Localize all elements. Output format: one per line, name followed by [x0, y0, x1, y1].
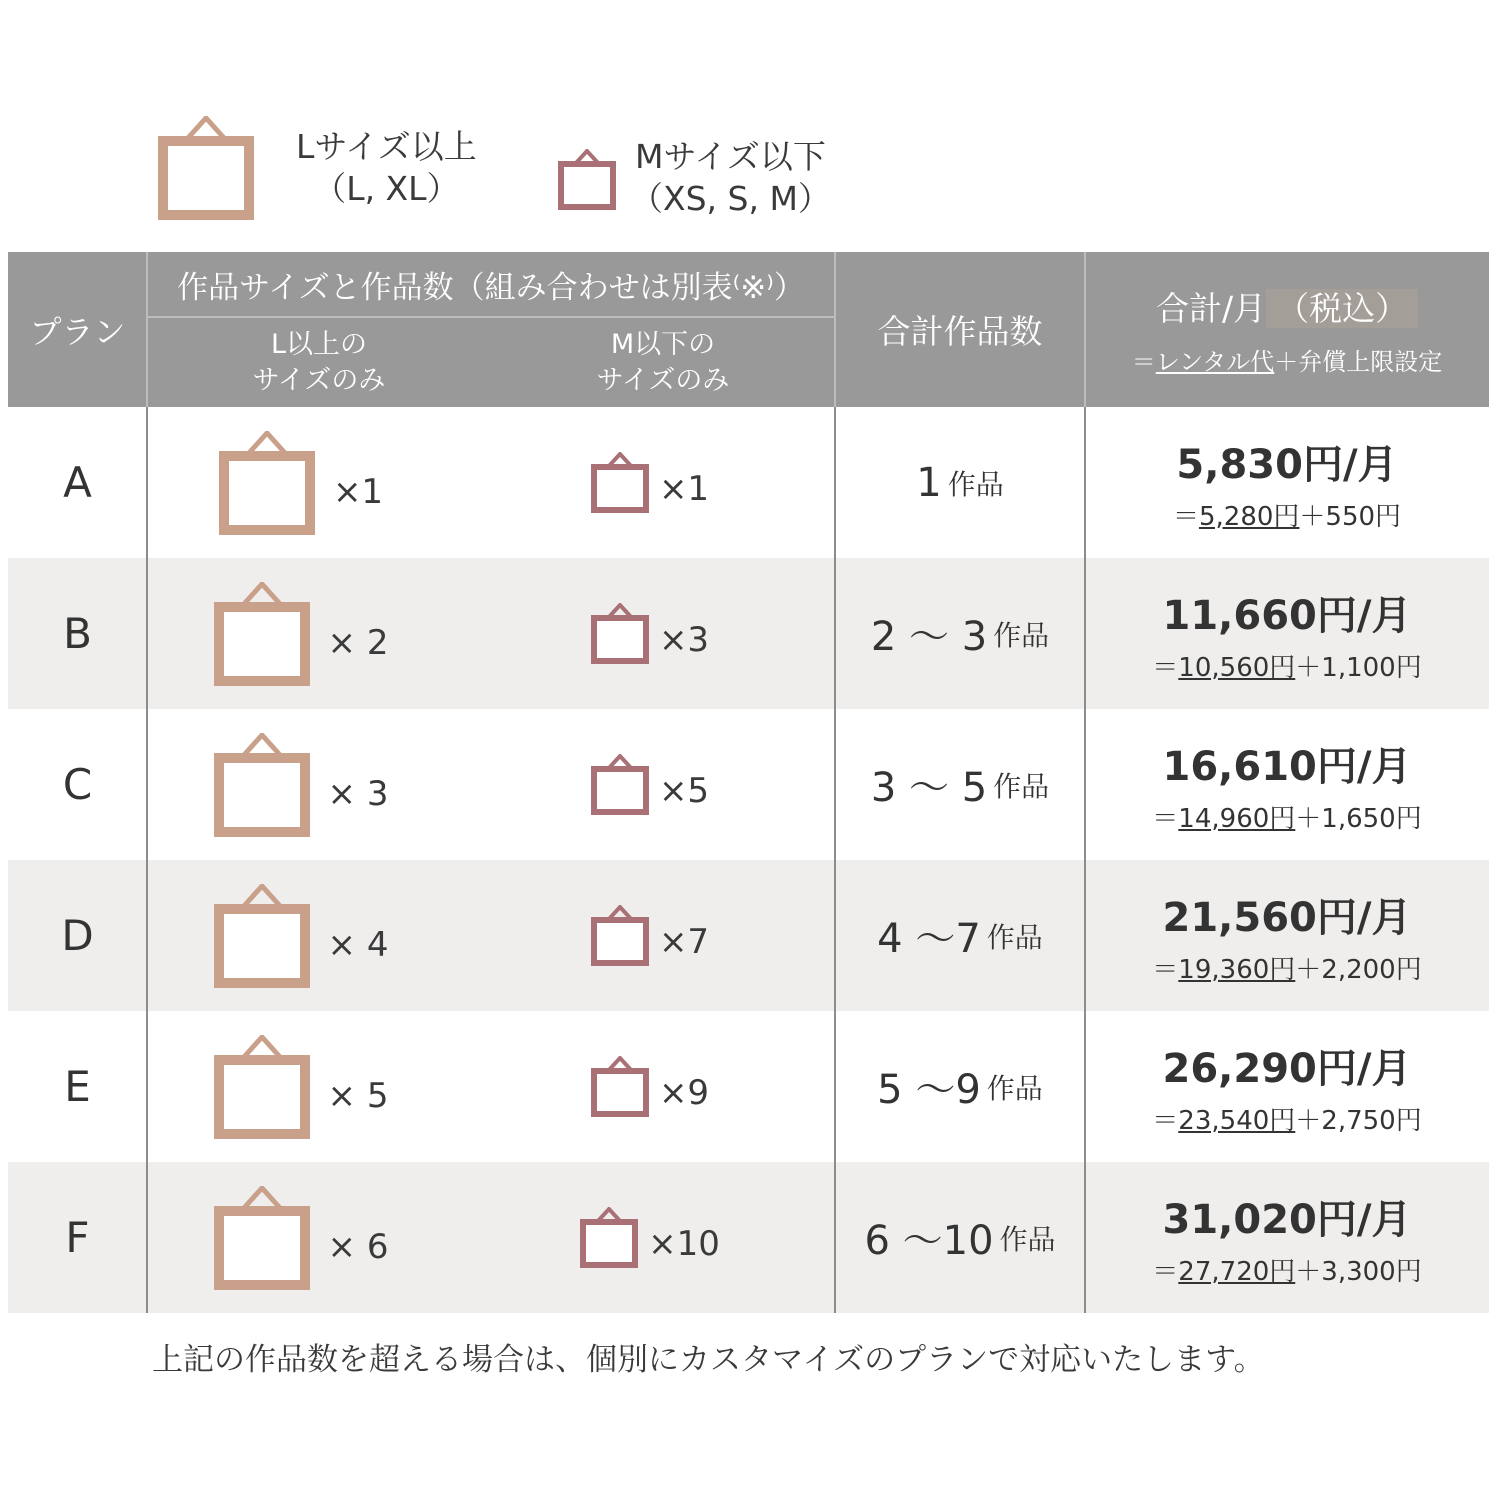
rental-fee: 5,280円	[1198, 501, 1300, 532]
l-size-cell	[147, 1162, 491, 1313]
count-cell	[835, 558, 1085, 709]
compensation-fee: ＋2,750円	[1295, 1105, 1422, 1136]
l-multiplier: × 4	[327, 924, 389, 965]
picture-frame-icon	[214, 733, 310, 837]
count-cell	[835, 1011, 1085, 1162]
table-header	[8, 252, 1489, 407]
header-l-only	[147, 318, 491, 407]
m-multiplier: ×1	[658, 468, 710, 509]
rental-fee: 23,540円	[1178, 1105, 1296, 1136]
count-unit: 作品	[986, 1071, 1043, 1105]
monthly-price: 5,830円/月	[1176, 441, 1398, 488]
legend-l-size	[158, 116, 477, 220]
header-col-divider	[834, 252, 836, 407]
rental-fee: 14,960円	[1178, 803, 1296, 834]
price-cell	[1085, 860, 1489, 1011]
header-tax-label: （税込）	[1266, 289, 1418, 328]
count-unit: 作品	[993, 769, 1050, 803]
plan-name: C	[62, 760, 93, 809]
table-row	[8, 1162, 1489, 1313]
l-multiplier: × 3	[327, 773, 389, 814]
count-range: 4 ～7	[877, 916, 981, 962]
picture-frame-icon	[158, 116, 254, 220]
legend-l-label: Lサイズ以上	[296, 126, 477, 166]
plan-name: A	[63, 458, 92, 507]
table-row	[8, 558, 1489, 709]
header-m-only	[491, 318, 835, 407]
picture-frame-icon	[591, 1056, 649, 1118]
plan-name: B	[63, 609, 92, 658]
l-size-cell	[147, 407, 491, 558]
price-cell	[1085, 709, 1489, 860]
price-breakdown	[1152, 1100, 1421, 1137]
legend-l-sizes: （L, XL）	[313, 169, 460, 208]
picture-frame-icon	[214, 582, 310, 686]
m-multiplier: ×5	[658, 770, 710, 811]
m-multiplier: ×10	[648, 1223, 720, 1264]
l-size-cell	[147, 558, 491, 709]
plan-name: D	[61, 911, 94, 960]
picture-frame-icon	[591, 603, 649, 665]
l-size-cell	[147, 1011, 491, 1162]
rental-fee: 10,560円	[1178, 652, 1296, 683]
monthly-price: 31,020円/月	[1162, 1196, 1412, 1243]
price-cell	[1085, 558, 1489, 709]
picture-frame-icon	[214, 1035, 310, 1139]
header-col-divider	[1084, 252, 1086, 407]
monthly-price: 16,610円/月	[1162, 743, 1412, 790]
price-breakdown	[1152, 1251, 1421, 1288]
table-row	[8, 1011, 1489, 1162]
legend-m-label: Mサイズ以下	[635, 137, 826, 176]
breakdown-eq: ＝	[1152, 1105, 1179, 1136]
table-body	[8, 407, 1489, 1313]
breakdown-eq: ＝	[1152, 954, 1179, 985]
l-multiplier: ×1	[332, 471, 384, 512]
breakdown-eq: ＝	[1172, 501, 1199, 532]
header-rental-label: レンタル代	[1155, 347, 1275, 376]
m-multiplier: ×9	[658, 1072, 710, 1113]
table-row	[8, 709, 1489, 860]
table-row	[8, 860, 1489, 1011]
m-multiplier: ×7	[658, 921, 710, 962]
l-size-cell	[147, 860, 491, 1011]
m-size-cell	[491, 407, 835, 558]
price-breakdown	[1152, 798, 1421, 835]
plan-name: E	[64, 1062, 91, 1111]
header-size-group: 作品サイズと作品数（組み合わせは別表⁽※⁾）	[177, 269, 805, 306]
count-unit: 作品	[993, 618, 1050, 652]
price-cell	[1085, 1162, 1489, 1313]
m-multiplier: ×3	[658, 619, 710, 660]
header-compensation-label: ＋弁償上限設定	[1274, 347, 1443, 376]
price-breakdown	[1152, 949, 1421, 986]
picture-frame-icon	[580, 1207, 638, 1269]
picture-frame-icon	[219, 431, 315, 535]
rental-fee: 27,720円	[1178, 1256, 1296, 1287]
m-size-cell	[491, 709, 835, 860]
picture-frame-icon	[214, 1186, 310, 1290]
table-row	[8, 407, 1489, 558]
price-breakdown	[1152, 647, 1421, 684]
compensation-fee: ＋2,200円	[1295, 954, 1422, 985]
count-cell	[835, 407, 1085, 558]
price-cell	[1085, 407, 1489, 558]
l-multiplier: × 6	[327, 1226, 389, 1267]
header-eq: ＝	[1131, 347, 1156, 376]
compensation-fee: ＋3,300円	[1295, 1256, 1422, 1287]
header-m-line1: M以下の	[610, 329, 716, 361]
rental-fee: 19,360円	[1178, 954, 1296, 985]
breakdown-eq: ＝	[1152, 1256, 1179, 1287]
header-plan: プラン	[29, 312, 126, 351]
count-cell	[835, 860, 1085, 1011]
breakdown-eq: ＝	[1152, 652, 1179, 683]
body-col-divider	[1084, 407, 1086, 1313]
header-total-count: 合計作品数	[877, 312, 1043, 351]
header-m-line2: サイズのみ	[596, 364, 730, 396]
count-range: 5 ～9	[877, 1067, 981, 1113]
count-range: 6 ～10	[864, 1218, 994, 1264]
header-l-line1: L以上の	[270, 329, 368, 361]
price-cell	[1085, 1011, 1489, 1162]
count-cell	[835, 709, 1085, 860]
header-monthly-total	[1085, 252, 1489, 407]
l-multiplier: × 2	[327, 622, 389, 663]
count-unit: 作品	[986, 920, 1043, 954]
l-size-cell	[147, 709, 491, 860]
breakdown-eq: ＝	[1152, 803, 1179, 834]
compensation-fee: ＋1,650円	[1295, 803, 1422, 834]
header-total-label: 合計/月	[1155, 288, 1267, 328]
body-col-divider	[146, 407, 148, 1313]
legend-m-sizes: （XS, S, M）	[630, 179, 831, 219]
count-unit: 作品	[999, 1222, 1056, 1256]
body-col-divider	[834, 407, 836, 1313]
picture-frame-icon	[591, 905, 649, 967]
header-col-divider	[146, 252, 148, 407]
monthly-price: 11,660円/月	[1162, 592, 1412, 639]
legend-m-size	[558, 137, 831, 220]
plan-name: F	[65, 1213, 90, 1262]
footnote: 上記の作品数を超える場合は、個別にカスタマイズのプランで対応いたします。	[152, 1342, 1265, 1378]
compensation-fee: ＋1,100円	[1295, 652, 1422, 683]
compensation-fee: ＋550円	[1299, 501, 1402, 532]
count-cell	[835, 1162, 1085, 1313]
m-size-cell	[491, 860, 835, 1011]
m-size-cell	[491, 1011, 835, 1162]
count-range: 3 ～ 5	[870, 765, 988, 811]
count-range: 2 ～ 3	[870, 614, 988, 660]
m-size-cell	[491, 558, 835, 709]
monthly-price: 21,560円/月	[1162, 894, 1412, 941]
l-multiplier: × 5	[327, 1075, 389, 1116]
monthly-price: 26,290円/月	[1162, 1045, 1412, 1092]
count-range: 1	[916, 459, 942, 506]
header-l-line2: サイズのみ	[252, 364, 386, 396]
price-breakdown	[1173, 496, 1401, 533]
picture-frame-icon	[591, 452, 649, 514]
plan-table	[8, 252, 1489, 1313]
picture-frame-icon	[558, 149, 616, 211]
picture-frame-icon	[214, 884, 310, 988]
m-size-cell	[491, 1162, 835, 1313]
count-unit: 作品	[947, 467, 1004, 501]
picture-frame-icon	[591, 754, 649, 816]
